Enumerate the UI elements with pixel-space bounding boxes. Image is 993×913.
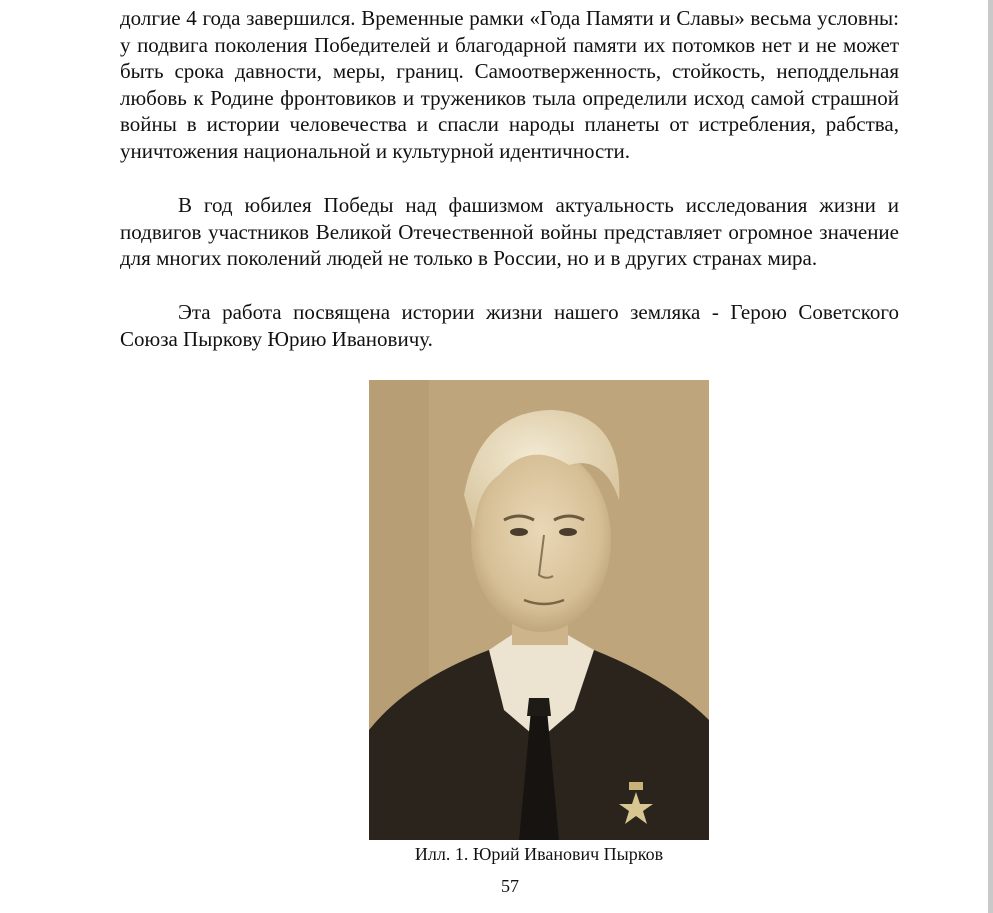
portrait-illustration: [369, 380, 709, 840]
paragraph-1-text: долгие 4 года завершился. Временные рамки «Года Памяти и Славы» весьма условны: у подвига поколения Победителей и благодарной памяти их потомков нет и не может быть срока давности, меры, границ. Самоотверженность, стойкость, неподдельная любовь к Родине фронтовиков и тружеников тыла определили исход самой страшной войны в истории человечества и спасли народы планеты от истребления, рабства, уничтожения национальной и культурной идентичности.: [120, 6, 899, 163]
figure-caption: Илл. 1. Юрий Иванович Пырков: [414, 844, 664, 864]
paragraph-3-text: Эта работа посвящена истории жизни нашего земляка - Герою Советского Союза Пыркову Юрию Ивановичу.: [120, 300, 899, 351]
paragraph-1: [120, 5, 899, 165]
paragraph-3: [120, 299, 899, 352]
page-number: 57: [501, 876, 519, 896]
paragraph-2-text: В год юбилея Победы над фашизмом актуальность исследования жизни и подвигов участников Великой Отечественной войны представляет огромное значение для многих поколений людей не только в России, но и в других странах мира.: [120, 193, 899, 271]
window-edge: [988, 0, 993, 913]
paragraph-2: [120, 192, 899, 272]
portrait-photo: [369, 380, 709, 840]
